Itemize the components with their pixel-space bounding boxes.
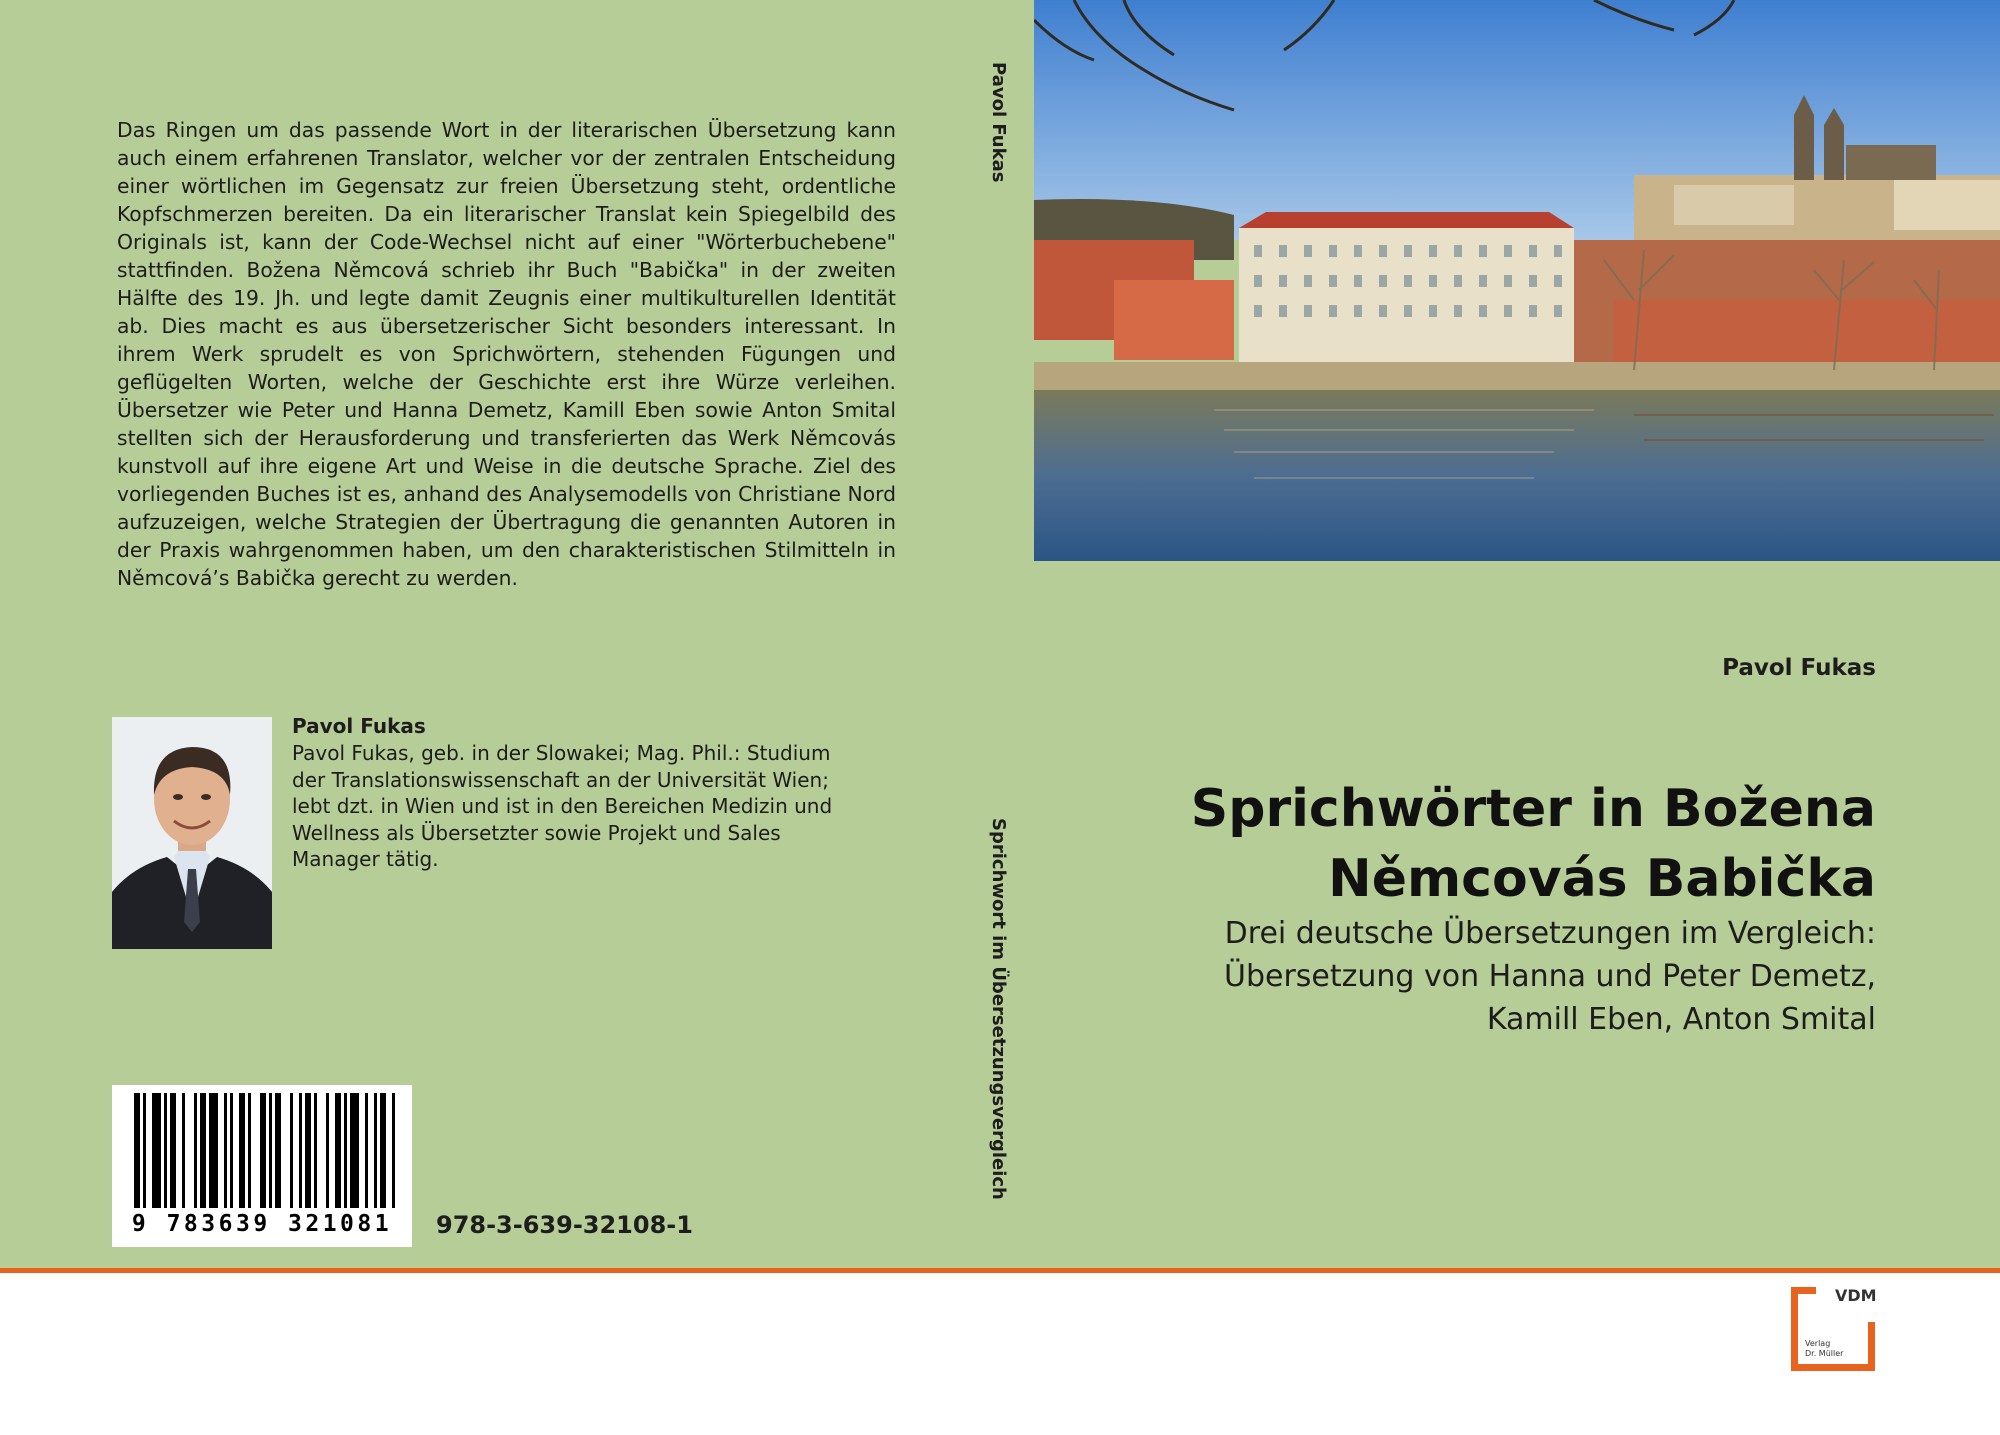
barcode-bar [350,1093,359,1208]
book-title [1096,774,1876,914]
orange-divider [0,1268,2000,1273]
barcode-bar [170,1093,176,1208]
spine-author: Pavol Fukas [988,62,1009,183]
barcode-bar [230,1093,233,1208]
barcode-bar [194,1093,197,1208]
subtitle-line: Drei deutsche Übersetzungen im Vergleich: [1224,916,1876,951]
barcode-bar [152,1093,161,1208]
subtitle-line: Kamill Eben, Anton Smital [1486,1002,1876,1037]
cover-photo-prague [1034,0,2000,561]
publisher-name: VDM [1835,1286,1877,1305]
front-author: Pavol Fukas [1722,655,1876,681]
publisher-sub-line: Verlag [1805,1339,1831,1348]
barcode-bar [164,1093,167,1208]
author-name: Pavol Fukas [292,714,426,738]
back-cover-blurb: Das Ringen um das passende Wort in der literarischen Übersetzung kann auch einem erfahrenen Translator, welcher vor der zentralen Entscheidung einer wörtlichen im Gegensatz zur freien Übersetzung steht, ordentliche Kopfschmerzen bereiten. Da ein literarischer Translat kein Spiegelbild des Originals ist, kann der Code-Wechsel nicht auf einer "Wörterbuchebene" stattfinden. Božena Němcová schrieb ihr Buch "Babička" in der zweiten Hälfte des 19. Jh. und legte damit Zeugnis einer multikulturellen Identität ab. Dies macht es aus übersetzerischer Sicht besonders interessant. In ihrem Werk sprudelt es von Sprichwörtern, stehenden Fügungen und geflügelten Worten, welche der Geschichte erst ihre Würze verleihen. Übersetzer wie Peter und Hanna Demetz, Kamill Eben sowie Anton Smital stellten sich der Herausforderung und transferierten das Werk Němcovás kunstvoll auf ihre eigene Art und Weise in die deutsche Sprache. Ziel des vorliegenden Buches ist es, anhand des Analysemodells von Christiane Nord aufzuzeigen, welche Strategien der Übertragung die genannten Autoren in der Praxis wahrgenommen haben, um den charakteristischen Stilmitteln in Němcová’s Babička gerecht zu werden. [117,118,896,590]
barcode-bar [224,1093,227,1208]
barcode-bar [290,1093,293,1208]
barcode-bar [275,1093,281,1208]
spine-title: Sprichwort im Übersetzungsvergleich [988,818,1009,1200]
title-line: Němcovás Babička [1328,849,1876,909]
barcode-bar [344,1093,347,1208]
barcode-bar [335,1093,341,1208]
barcode-bar [392,1093,395,1208]
publisher-sub-line: Dr. Müller [1805,1349,1844,1358]
barcode-bar [182,1093,185,1208]
barcode-bar [374,1093,377,1208]
publisher-subtitle [1805,1339,1865,1359]
barcode-digits: 9 783639 321081 [131,1211,393,1237]
subtitle-line: Übersetzung von Hanna und Peter Demetz, [1223,959,1876,994]
barcode-bar [200,1093,206,1208]
barcode-bar [248,1093,251,1208]
barcode-bar [239,1093,245,1208]
barcode-bar [326,1093,329,1208]
barcode [112,1085,412,1247]
barcode-bar [143,1093,146,1208]
barcode-bar [314,1093,317,1208]
barcode-bar [305,1093,311,1208]
barcode-bar [209,1093,218,1208]
barcode-bar [269,1093,272,1208]
author-bio: Pavol Fukas, geb. in der Slowakei; Mag. Phil.: Studium der Translationswissenschaft an der Universität Wien; lebt dzt. in Wien und ist in den Bereichen Medizin und Wellness als Übersetzter sowie Projekt und Sales Manager tätig. [292,741,833,871]
barcode-bar [365,1093,368,1208]
isbn-number: 978-3-639-32108-1 [436,1211,693,1239]
author-photo [112,717,272,949]
title-line: Sprichwörter in Božena [1190,779,1876,839]
barcode-bar [380,1093,386,1208]
barcode-bar [299,1093,302,1208]
barcode-bar [260,1093,266,1208]
book-subtitle [1096,912,1876,1041]
barcode-bar [134,1093,140,1208]
